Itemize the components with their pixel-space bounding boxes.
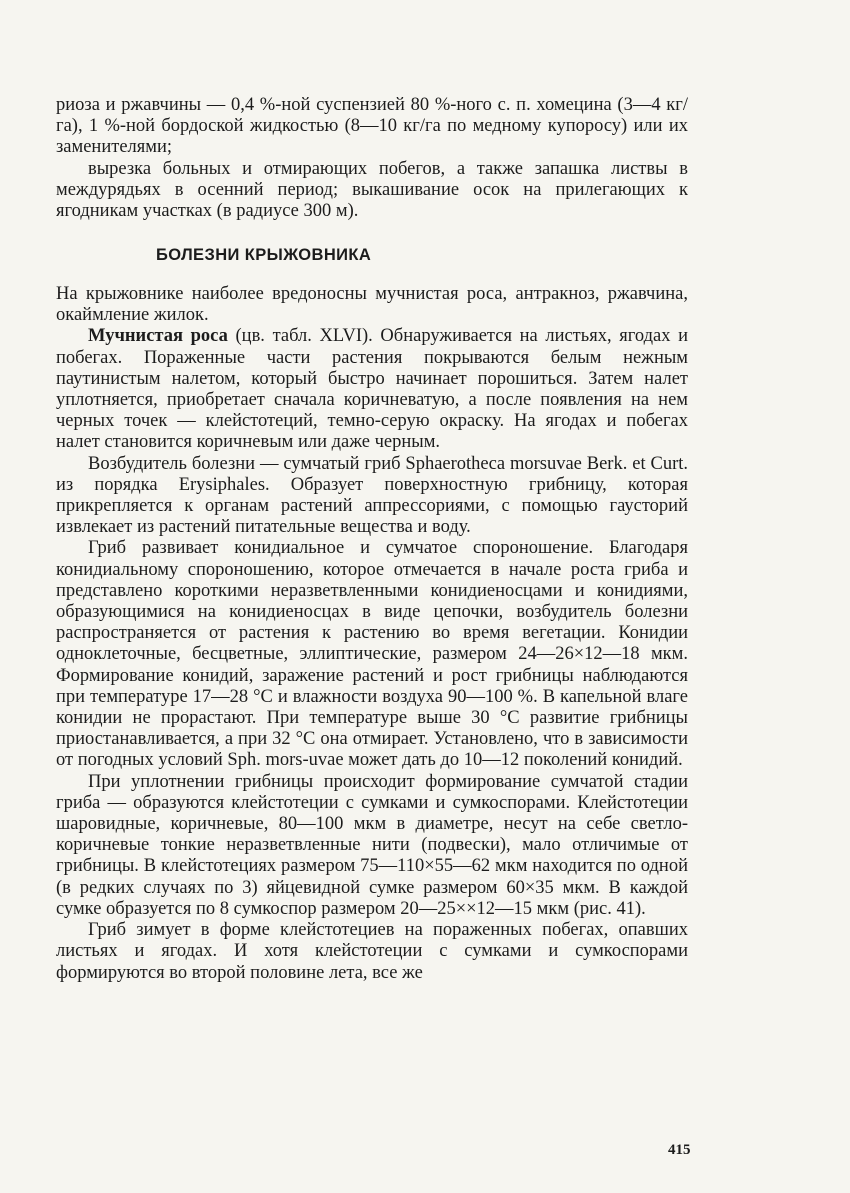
mildew-description: (цв. табл. XLVI). Обнаруживается на листьях, ягодах и побегах. Пораженные части растения покрываются белым нежным паутинистым налетом, который быстро начинает порошиться. Затем налет уплотняется, приобретает сначала коричневатую, а после появления на нем черных точек — клейстотеций, темно-серую окраску. На ягодах и побегах налет становится коричневым или даже черным. <box>56 326 688 453</box>
paragraph-intro: На крыжовнике наиболее вредоносны мучнистая роса, антракноз, ржавчина, окаймление жилок. <box>56 284 688 326</box>
section-heading: БОЛЕЗНИ КРЫЖОВНИКА <box>156 246 372 264</box>
paragraph-treatment: риоза и ржавчины — 0,4 %-ной суспензией 80 %-ного с. п. хомецина (3—4 кг/га), 1 %-ной бордоской жидкостью (8—10 кг/га по медному купоросу) или их заменителями; <box>56 95 688 158</box>
paragraph-conidial: Гриб развивает конидиальное и сумчатое спороношение. Благодаря конидиальному спороношению, которое отмечается в начале роста гриба и представлено короткими неразветвленными конидиеносцами и конидиями, образующимися на конидиеносцах в виде цепочки, возбудитель болезни распространяется от растения к растению во время вегетации. Конидии одноклеточные, бесцветные, эллиптические, размером 24—26×12—18 мкм. Формирование конидий, заражение растений и рост грибницы наблюдаются при температуре 17—28 °С и влажности воздуха 90—100 %. В капельной влаге конидии не прорастают. При температуре выше 30 °С развитие грибницы приостанавливается, а при 32 °С она отмирает. Установлено, что в зависимости от погодных условий Sph. mors-uvae может дать до 10—12 поколений конидий. <box>56 538 688 771</box>
page-number: 415 <box>668 1142 691 1158</box>
paragraph-mildew <box>56 326 688 453</box>
paragraph-pathogen: Возбудитель болезни — сумчатый гриб Sphaerotheca morsuvae Berk. et Curt. из порядка Erysiphales. Образует поверхностную грибницу, которая прикрепляется к органам растений аппрессориями, с помощью гаусторий извлекает из растений питательные вещества и воду. <box>56 453 688 538</box>
continuation-block <box>56 95 688 222</box>
term-mildew: Мучнистая роса <box>88 326 228 347</box>
body-text <box>56 284 688 984</box>
paragraph-pruning: вырезка больных и отмирающих побегов, а также запашка листвы в междурядьях в осенний период; выкашивание осок на прилегающих к ягодникам участках (в радиусе 300 м). <box>56 158 688 222</box>
paragraph-wintering: Гриб зимует в форме клейстотециев на пораженных побегах, опавших листьях и ягодах. И хотя клейстотеции с сумками и сумкоспорами формируются во второй половине лета, все же <box>56 920 688 983</box>
paragraph-ascal: При уплотнении грибницы происходит формирование сумчатой стадии гриба — образуются клейстотеции с сумками и сумкоспорами. Клейстотеции шаровидные, коричневые, 80—100 мкм в диаметре, несут на себе светло-коричневые тонкие неразветвленные нити (подвески), мало отличимые от грибницы. В клейстотециях размером 75—110×55—62 мкм находится по одной (в редких случаях по 3) яйцевидной сумке размером 60×35 мкм. В каждой сумке образуется по 8 сумкоспор размером 20—25××12—15 мкм (рис. 41). <box>56 771 688 919</box>
